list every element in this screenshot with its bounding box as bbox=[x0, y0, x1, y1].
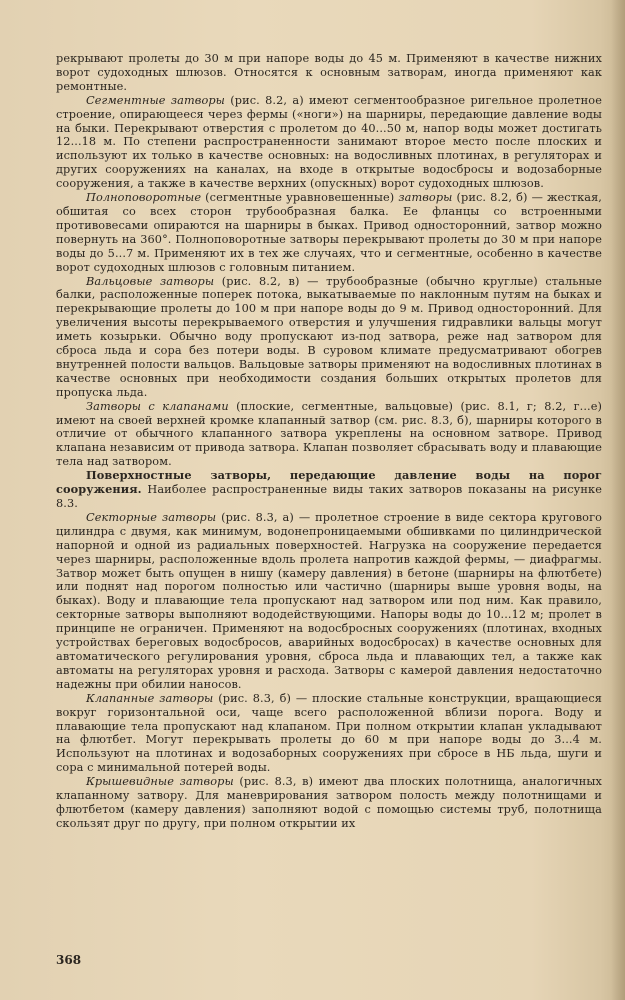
term-roof-gates: Крышевидные затворы bbox=[86, 775, 234, 789]
text-run: (рис. 8.3, в) имеют два плоских полотнища, аналогичных клапанному затвору. Для маневрирования затвором полость между полотнищами и флютбетом (камеру давления) заполняют водой с помощью системы труб, полотнища скользят друг по другу, при полном открытии их bbox=[56, 775, 602, 830]
paragraph-flap-gates bbox=[56, 692, 602, 775]
text-run: (рис. 8.2, б) — жесткая, обшитая со всех сторон трубообразная балка. Ее фланцы со встроенными противовесами опираются на шарниры в быках. Привод односторонний, затвор можно повернуть на 360°. Полноповоротные затворы перекрывают пролеты до 30 м при напоре воды до 5...7 м. Применяют их в тех же случаях, что и сегментные, особенно в качестве ворот судоходных шлюзов с головным питанием. bbox=[56, 191, 602, 274]
paragraph-continuation bbox=[56, 52, 602, 94]
paragraph-gates-with-flaps bbox=[56, 400, 602, 470]
text-run: (плоские, сегментные, вальцовые) (рис. 8.1, г; 8.2, г...е) имеют на своей верхней кромке клапанный затвор (см. рис. 8.3, б), шарниры которого в отличие от обычного клапанного затвора укреплены на основном затворе. Привод клапана независим от привода затвора. Клапан позволяет сбрасывать воду и плавающие тела над затвором. bbox=[56, 399, 602, 469]
paragraph-full-rotation-gates bbox=[56, 191, 602, 274]
body-text bbox=[56, 52, 602, 831]
text-run: Наиболее распространенные виды таких затворов показаны на рисунке 8.3. bbox=[56, 483, 602, 510]
text-run: (рис. 8.2, а) имеют сегментообразное ригельное пролетное строение, опирающееся через фермы («ноги») на шарниры, передающие давление воды на быки. Перекрывают отверстия с пролетом до 40...50 м, напор воды может достигать 12...18 м. По степени распространенности занимают второе место после плоских и используют их только в качестве основных: на водосливных плотинах, в регуляторах и других сооружениях на каналах, на входе в открытые водосбросы и водозаборные сооружения, а также в качестве верхних (опускных) ворот судоходных шлюзов. bbox=[56, 93, 602, 191]
term-roller-gates: Вальцовые затворы bbox=[86, 274, 215, 288]
text-run: (рис. 8.2, в) — трубообразные (обычно круглые) стальные балки, расположенные поперек потока, выкатываемые по наклонным путям на быках и перекрывающие пролеты до 100 м при напоре воды до 9 м. Привод односторонний. Для увеличения высоты перекрываемого отверстия и улучшения гидравлики вальцы могут иметь козырьки. Обычно воду пропускают из-под затвора, реже над затвором для сброса льда и сора без потери воды. В суровом климате предусматривают обогрев внутренней полости вальцов. Вальцовые затворы применяют на водосливных плотинах в качестве основных при необходимости создания больших открытых пролетов для пропуска льда. bbox=[56, 274, 602, 399]
text-run: (рис. 8.3, б) — плоские стальные конструкции, вращающиеся вокруг горизонтальной оси, чаще всего расположенной вблизи порога. Воду и плавающие тела пропускают над клапаном. При полном открытии клапан укладывают на флютбет. Могут перекрывать пролеты до 60 м при напоре воды до 3...4 м. Используют на плотинах и водозаборных сооружениях при сбросе в НБ льда, шуги и сора с минимальной потерей воды. bbox=[56, 691, 602, 775]
term-gates: затворы bbox=[398, 191, 453, 205]
text-run: рекрывают пролеты до 30 м при напоре воды до 45 м. Применяют в качестве нижних ворот судоходных шлюзов. Относятся к основным затворам, иногда применяют как ремонтные. bbox=[56, 52, 602, 93]
text-run: (сегментные уравновешенные) bbox=[201, 191, 399, 205]
term-sector-gates: Секторные затворы bbox=[86, 510, 217, 524]
term-full-rotation: Полноповоротные bbox=[86, 191, 202, 205]
paragraph-roof-gates bbox=[56, 775, 602, 831]
paragraph-segment-gates bbox=[56, 94, 602, 191]
term-segment-gates: Сегментные затворы bbox=[86, 93, 225, 107]
text-run: (рис. 8.3, а) — пролетное строение в виде сектора кругового цилиндра с двумя, как минимум, водонепроницаемыми обшивками по цилиндрической напорной и одной из радиальных поверхностей. Нагрузка на сооружение передается через шарниры, расположенные вдоль пролета напротив каждой фермы, — диафрагмы. Затвор может быть опущен в нишу (камеру давления) в бетоне (шарниры на флютбете) или поднят над порогом полностью или частично (шарниры выше уровня воды, на быках). Воду и плавающие тела пропускают над затвором или под ним. Как правило, секторные затворы выполняют вододействующими. Напоры воды до 10...12 м; пролет в принципе не ограничен. Применяют на водосбросных сооружениях (плотинах, входных устройствах береговых водосбросов, аварийных водосбросах) в качестве основных для автоматического регулирования уровня, сброса льда и плавающих тел, а также как автоматы на регуляторах уровня и расхода. Затворы с камерой давления недостаточно надежны при обилии наносов. bbox=[56, 510, 602, 691]
section-heading-surface-gates: Поверхностные затворы, передающие давление воды на порог сооружения. bbox=[56, 468, 602, 497]
term-flap-gates: Клапанные затворы bbox=[86, 691, 214, 705]
paragraph-surface-gates-heading bbox=[56, 469, 602, 511]
paragraph-sector-gates bbox=[56, 511, 602, 692]
paragraph-roller-gates bbox=[56, 275, 602, 400]
page-edge-shadow bbox=[611, 0, 625, 1000]
page-number: 368 bbox=[56, 953, 82, 967]
term-gates-with-flaps: Затворы с клапанами bbox=[86, 399, 229, 413]
